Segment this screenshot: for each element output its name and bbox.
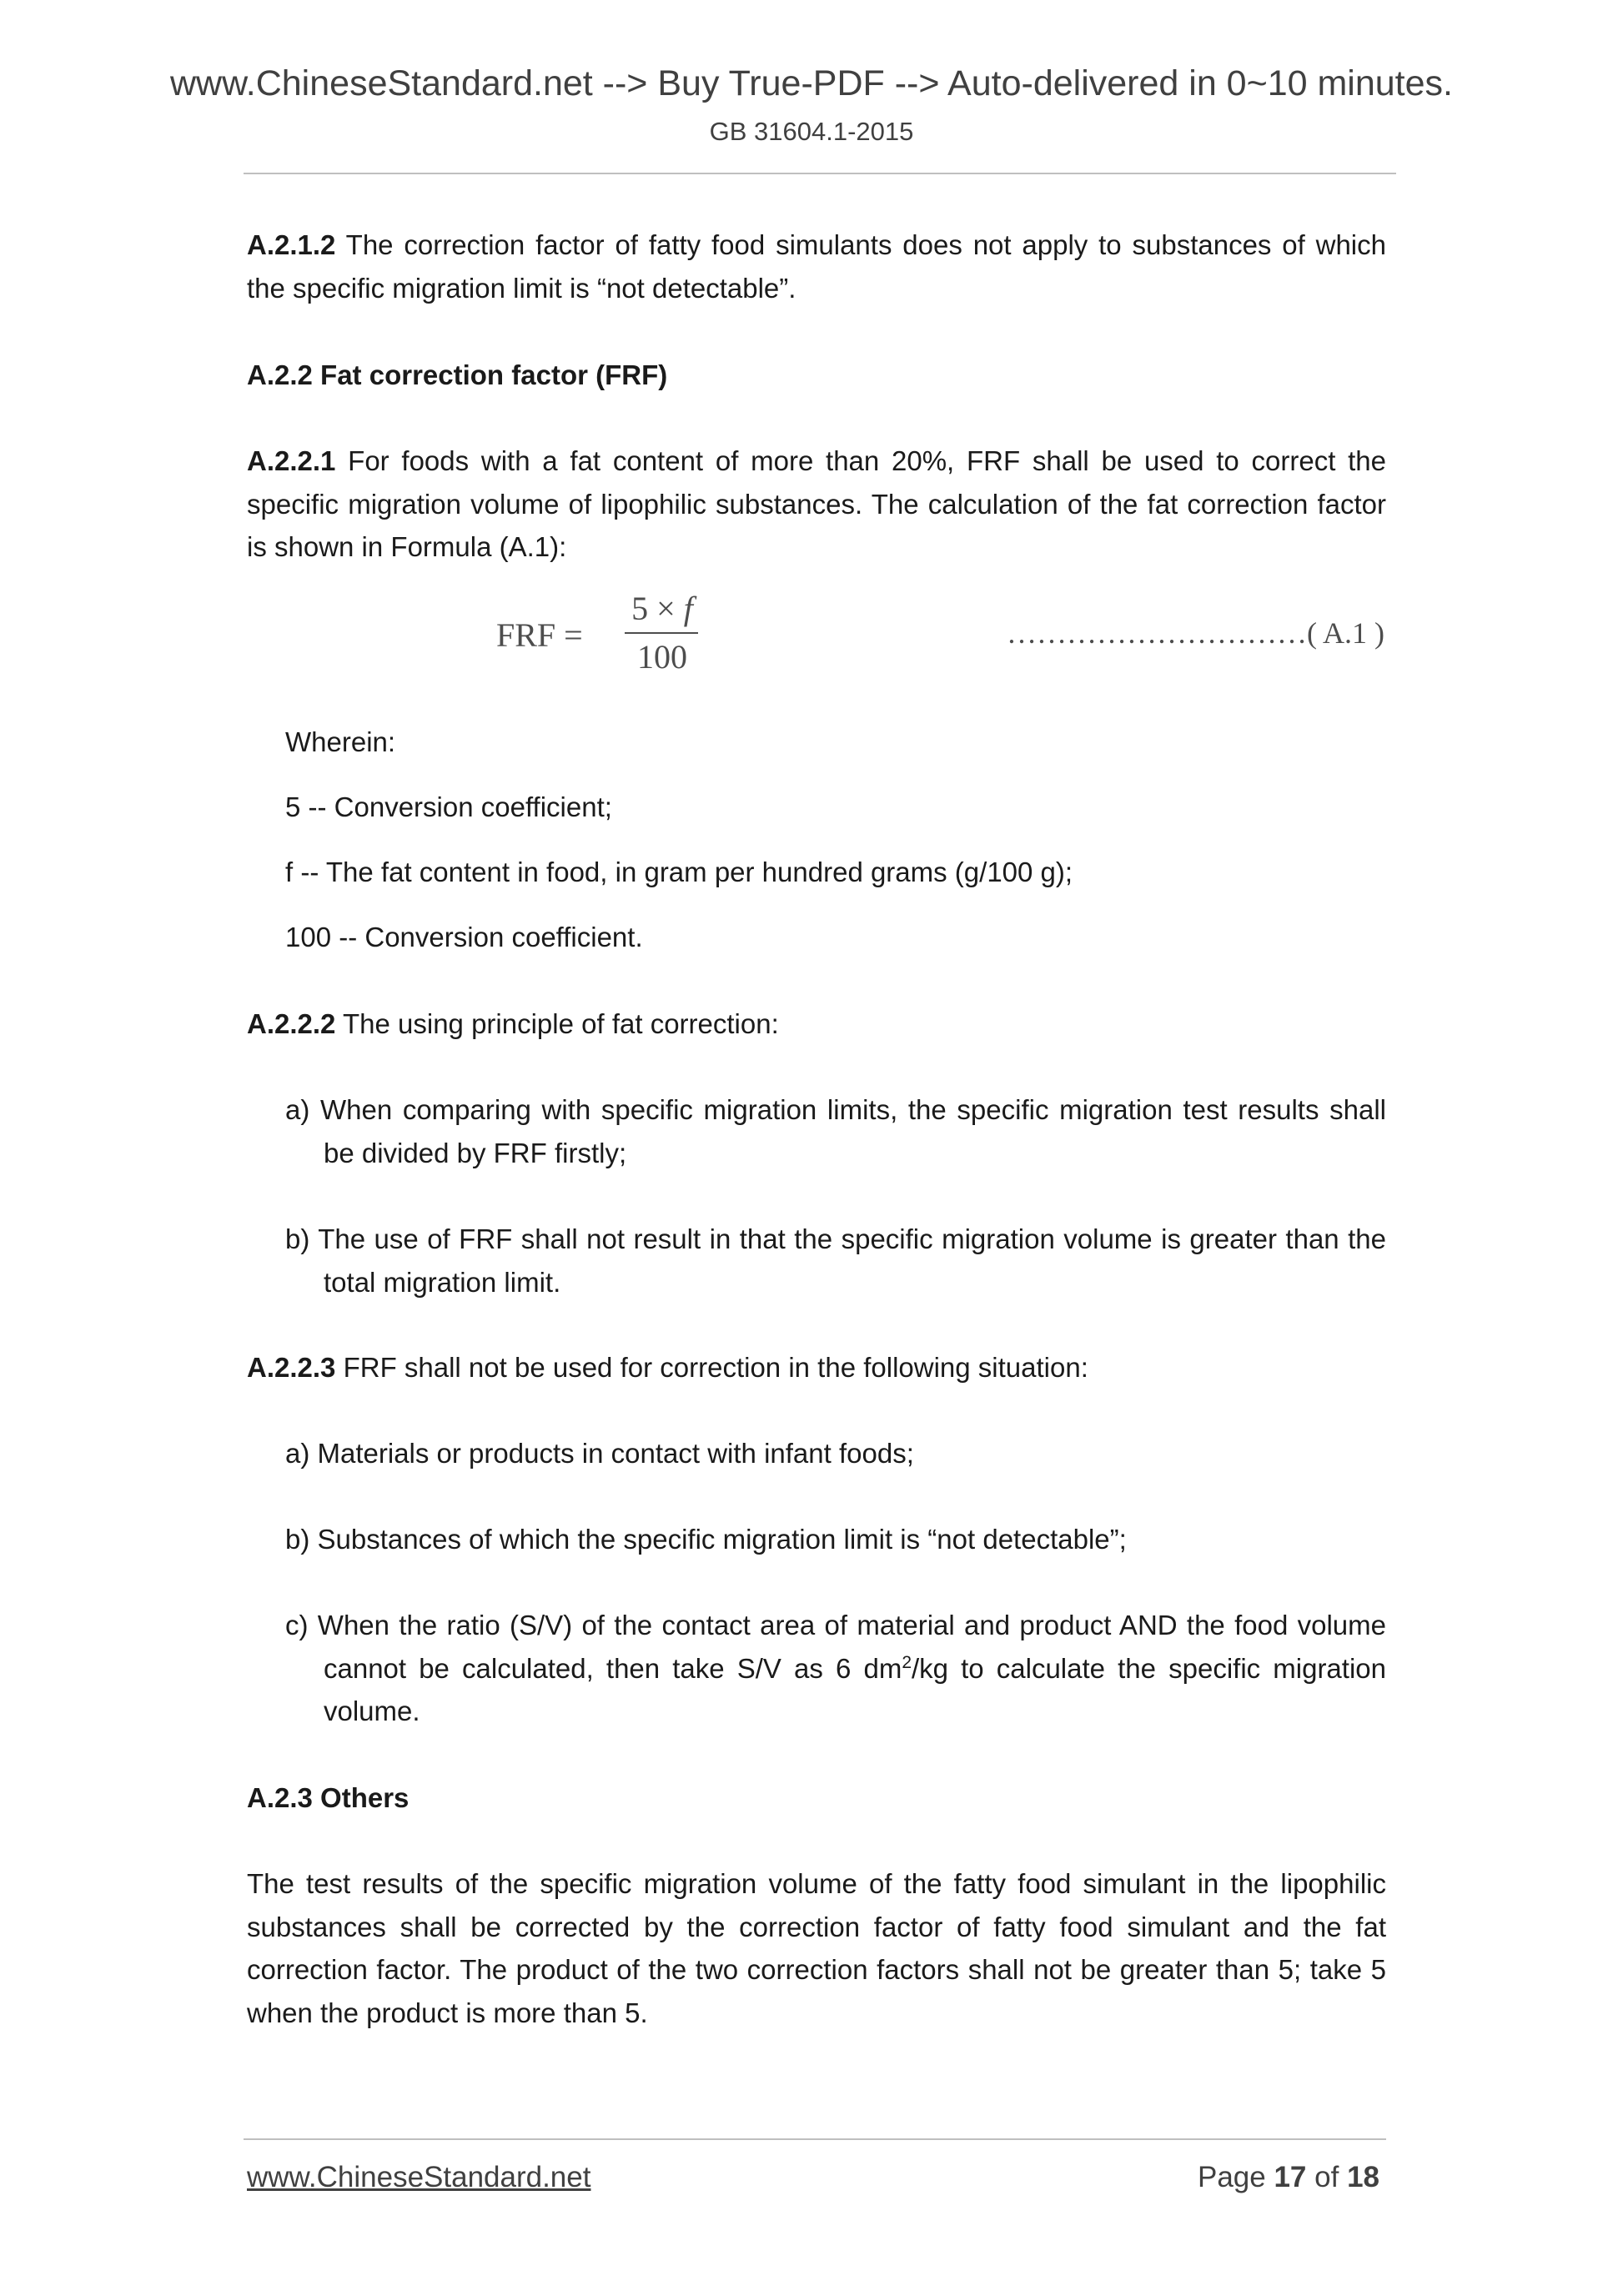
section-heading-a23: A.2.3 Others (247, 1782, 410, 1813)
clause-number: A.2.2.3 (247, 1352, 336, 1383)
superscript: 2 (902, 1652, 912, 1672)
header-divider (244, 173, 1396, 174)
paragraph-others: The test results of the specific migration volume of the fatty food simulant in the lipophilic substances shall be corrected by the correction factor of fatty food simulant and the fat correction factor. The product of the two correction factors shall not be greater than 5; take 5 when the product is more than 5. (247, 1868, 1386, 2028)
clause-a223 (247, 1346, 1386, 1389)
list-item-text: c) When the ratio (S/V) of the contact area of material and product AND the food volume cannot be calculated, then take S/V as 6 dm (285, 1610, 1386, 1684)
formula-numerator-coef: 5 × (631, 590, 676, 627)
page-of: of (1314, 2161, 1339, 2193)
header-banner: www.ChineseStandard.net --> Buy True-PDF --> Auto-delivered in 0~10 minutes. (169, 63, 1453, 103)
clause-number: A.2.2.1 (247, 445, 336, 476)
footer-site-link[interactable]: www.ChineseStandard.net (247, 2161, 591, 2193)
formula-a1 (496, 589, 713, 681)
page-number (1001, 2161, 1379, 2194)
list-item: a) Materials or products in contact with infant foods; (285, 1438, 914, 1469)
clause-text: FRF shall not be used for correction in the following situation: (343, 1352, 1088, 1383)
document-id: GB 31604.1-2015 (709, 117, 914, 146)
list-item-text: /kg to calculate the specific migration volume. (324, 1652, 1386, 1726)
list-item: a) When comparing with specific migration limits, the specific migration test results shall be divided by FRF firstly; (285, 1094, 1386, 1168)
clause-a222 (247, 1002, 1386, 1046)
clause-number: A.2.2.2 (247, 1008, 336, 1039)
wherein-item: 5 -- Conversion coefficient; (285, 791, 612, 822)
equation-number: …………………………( A.1 ) (1007, 616, 1384, 650)
wherein-label: Wherein: (285, 726, 396, 757)
clause-text: The correction factor of fatty food simulants does not apply to substances of which the specific migration limit is “not detectable”. (247, 229, 1386, 304)
clause-a212 (247, 224, 1386, 309)
list-item: b) The use of FRF shall not result in that the specific migration volume is greater than the total migration limit. (285, 1223, 1386, 1298)
total-pages: 18 (1347, 2161, 1379, 2193)
list-item-c (285, 1604, 1386, 1733)
clause-a221 (247, 440, 1386, 569)
clause-text: The using principle of fat correction: (342, 1008, 779, 1039)
wherein-item: 100 -- Conversion coefficient. (285, 922, 643, 952)
clause-number: A.2.1.2 (247, 229, 336, 260)
clause-text: For foods with a fat content of more than 20%, FRF shall be used to correct the specific migration volume of lipophilic substances. The calculation of the fat correction factor is shown in Formula (A.1): (247, 445, 1386, 562)
section-heading-a22: A.2.2 Fat correction factor (FRF) (247, 359, 668, 390)
formula-numerator-var: f (683, 590, 693, 627)
list-item: b) Substances of which the specific migration limit is “not detectable”; (285, 1524, 1127, 1555)
formula-lhs: FRF = (496, 616, 583, 654)
current-page: 17 (1274, 2161, 1307, 2193)
fraction-bar (625, 632, 698, 634)
wherein-item: f -- The fat content in food, in gram per hundred grams (g/100 g); (285, 857, 1073, 887)
footer-divider (244, 2138, 1386, 2140)
formula-numerator (628, 589, 696, 628)
page-prefix: Page (1197, 2161, 1266, 2193)
formula-denominator: 100 (637, 638, 687, 676)
